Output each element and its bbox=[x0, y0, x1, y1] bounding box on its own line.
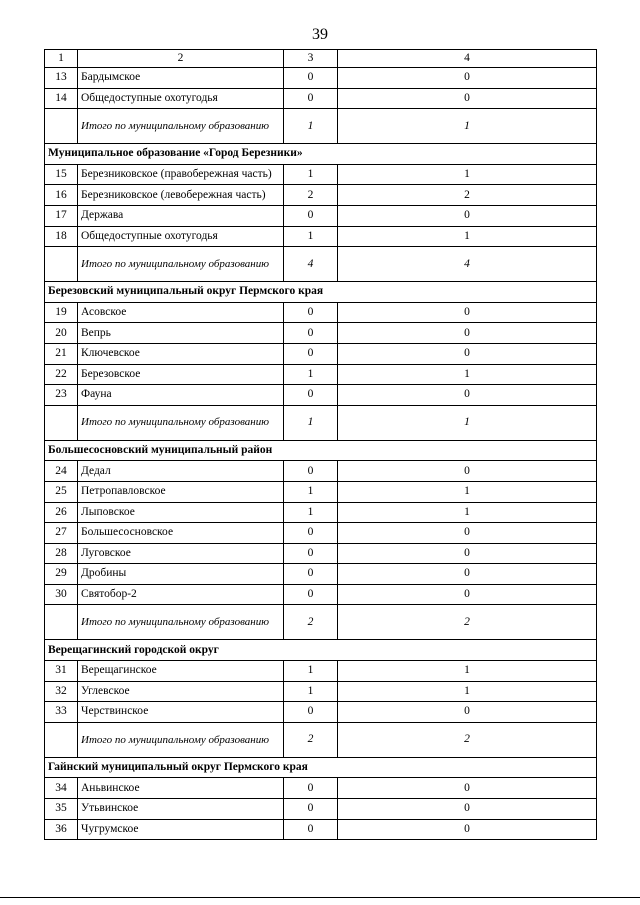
table-row bbox=[45, 543, 597, 564]
row-value-col4: 0 bbox=[338, 819, 597, 840]
row-value-col3: 1 bbox=[284, 661, 338, 682]
row-name: Углевское bbox=[78, 681, 284, 702]
bottom-rule bbox=[0, 897, 640, 898]
row-number: 24 bbox=[45, 461, 78, 482]
row-number: 17 bbox=[45, 205, 78, 226]
row-value-col4: 0 bbox=[338, 68, 597, 89]
row-number: 23 bbox=[45, 385, 78, 406]
row-name: Фауна bbox=[78, 385, 284, 406]
row-number: 34 bbox=[45, 778, 78, 799]
header-col-3: 3 bbox=[284, 50, 338, 68]
row-value-col3: 1 bbox=[284, 681, 338, 702]
row-number: 28 bbox=[45, 543, 78, 564]
row-value-col4: 1 bbox=[338, 661, 597, 682]
row-number: 25 bbox=[45, 481, 78, 502]
total-row bbox=[45, 405, 597, 440]
row-value-col3: 1 bbox=[284, 364, 338, 385]
row-name: Бардымское bbox=[78, 68, 284, 89]
row-name: Березовское bbox=[78, 364, 284, 385]
row-name: Дробины bbox=[78, 564, 284, 585]
table-row bbox=[45, 481, 597, 502]
table-row bbox=[45, 343, 597, 364]
table-row bbox=[45, 502, 597, 523]
total-row bbox=[45, 605, 597, 640]
total-empty-cell bbox=[45, 109, 78, 144]
row-name: Чугрумское bbox=[78, 819, 284, 840]
row-value-col3: 2 bbox=[284, 185, 338, 206]
row-number: 18 bbox=[45, 226, 78, 247]
row-name: Черствинское bbox=[78, 702, 284, 723]
table-row bbox=[45, 461, 597, 482]
row-name: Держава bbox=[78, 205, 284, 226]
row-value-col3: 0 bbox=[284, 205, 338, 226]
table-row bbox=[45, 205, 597, 226]
row-value-col4: 1 bbox=[338, 502, 597, 523]
row-value-col4: 1 bbox=[338, 364, 597, 385]
row-value-col4: 0 bbox=[338, 385, 597, 406]
row-number: 20 bbox=[45, 323, 78, 344]
row-value-col3: 0 bbox=[284, 799, 338, 820]
row-number: 30 bbox=[45, 584, 78, 605]
row-value-col4: 0 bbox=[338, 205, 597, 226]
row-value-col4: 0 bbox=[338, 88, 597, 109]
row-number: 16 bbox=[45, 185, 78, 206]
table-row bbox=[45, 88, 597, 109]
row-number: 19 bbox=[45, 302, 78, 323]
table-row bbox=[45, 226, 597, 247]
row-number: 15 bbox=[45, 164, 78, 185]
row-name: Дедал bbox=[78, 461, 284, 482]
section-title: Гайнский муниципальный округ Пермского края bbox=[45, 757, 597, 778]
row-value-col3: 0 bbox=[284, 584, 338, 605]
row-name: Ключевское bbox=[78, 343, 284, 364]
section-header-row bbox=[45, 282, 597, 303]
row-value-col3: 0 bbox=[284, 88, 338, 109]
row-name: Верещагинское bbox=[78, 661, 284, 682]
row-value-col4: 0 bbox=[338, 523, 597, 544]
row-value-col3: 0 bbox=[284, 523, 338, 544]
total-value-col4: 4 bbox=[338, 247, 597, 282]
total-empty-cell bbox=[45, 247, 78, 282]
row-number: 32 bbox=[45, 681, 78, 702]
row-value-col3: 0 bbox=[284, 343, 338, 364]
row-value-col4: 1 bbox=[338, 681, 597, 702]
row-name: Петропавловское bbox=[78, 481, 284, 502]
row-name: Асовское bbox=[78, 302, 284, 323]
table-body bbox=[45, 50, 597, 840]
table-row bbox=[45, 564, 597, 585]
row-number: 13 bbox=[45, 68, 78, 89]
row-value-col3: 0 bbox=[284, 323, 338, 344]
row-value-col4: 2 bbox=[338, 185, 597, 206]
row-value-col4: 0 bbox=[338, 584, 597, 605]
page-number: 39 bbox=[312, 26, 328, 43]
row-number: 29 bbox=[45, 564, 78, 585]
row-number: 33 bbox=[45, 702, 78, 723]
total-value-col4: 1 bbox=[338, 109, 597, 144]
table-row bbox=[45, 819, 597, 840]
section-header-row bbox=[45, 640, 597, 661]
data-table bbox=[44, 49, 597, 840]
row-value-col3: 0 bbox=[284, 702, 338, 723]
row-name: Святобор-2 bbox=[78, 584, 284, 605]
section-title: Большесосновский муниципальный район bbox=[45, 440, 597, 461]
row-value-col3: 1 bbox=[284, 502, 338, 523]
row-number: 26 bbox=[45, 502, 78, 523]
section-header-row bbox=[45, 757, 597, 778]
row-number: 31 bbox=[45, 661, 78, 682]
table-row bbox=[45, 164, 597, 185]
row-value-col3: 1 bbox=[284, 226, 338, 247]
total-empty-cell bbox=[45, 605, 78, 640]
row-name: Луговское bbox=[78, 543, 284, 564]
row-value-col4: 0 bbox=[338, 302, 597, 323]
row-value-col4: 0 bbox=[338, 564, 597, 585]
table-row bbox=[45, 523, 597, 544]
row-value-col4: 0 bbox=[338, 461, 597, 482]
row-number: 14 bbox=[45, 88, 78, 109]
row-value-col4: 1 bbox=[338, 226, 597, 247]
total-value-col3: 2 bbox=[284, 722, 338, 757]
total-label: Итого по муниципальному образованию bbox=[78, 722, 284, 757]
row-number: 35 bbox=[45, 799, 78, 820]
row-value-col3: 0 bbox=[284, 819, 338, 840]
row-value-col3: 1 bbox=[284, 481, 338, 502]
total-value-col4: 2 bbox=[338, 722, 597, 757]
total-label: Итого по муниципальному образованию bbox=[78, 405, 284, 440]
row-name: Общедоступные охотугодья bbox=[78, 226, 284, 247]
row-name: Утьвинское bbox=[78, 799, 284, 820]
row-value-col4: 0 bbox=[338, 323, 597, 344]
row-value-col4: 0 bbox=[338, 799, 597, 820]
total-label: Итого по муниципальному образованию bbox=[78, 109, 284, 144]
row-name: Большесосновское bbox=[78, 523, 284, 544]
row-number: 27 bbox=[45, 523, 78, 544]
section-title: Верещагинский городской округ bbox=[45, 640, 597, 661]
total-row bbox=[45, 722, 597, 757]
row-number: 22 bbox=[45, 364, 78, 385]
row-name: Березниковское (левобережная часть) bbox=[78, 185, 284, 206]
total-empty-cell bbox=[45, 722, 78, 757]
row-name: Вепрь bbox=[78, 323, 284, 344]
section-title: Муниципальное образование «Город Березники» bbox=[45, 144, 597, 165]
total-value-col3: 2 bbox=[284, 605, 338, 640]
row-value-col3: 0 bbox=[284, 68, 338, 89]
row-number: 36 bbox=[45, 819, 78, 840]
total-empty-cell bbox=[45, 405, 78, 440]
section-title: Березовский муниципальный округ Пермского края bbox=[45, 282, 597, 303]
total-row bbox=[45, 109, 597, 144]
row-value-col4: 1 bbox=[338, 481, 597, 502]
row-value-col4: 0 bbox=[338, 702, 597, 723]
total-label: Итого по муниципальному образованию bbox=[78, 247, 284, 282]
header-col-4: 4 bbox=[338, 50, 597, 68]
table-header-row bbox=[45, 50, 597, 68]
row-value-col3: 0 bbox=[284, 778, 338, 799]
table-row bbox=[45, 799, 597, 820]
row-value-col3: 0 bbox=[284, 385, 338, 406]
header-col-1: 1 bbox=[45, 50, 78, 68]
total-value-col4: 2 bbox=[338, 605, 597, 640]
row-name: Общедоступные охотугодья bbox=[78, 88, 284, 109]
total-value-col3: 1 bbox=[284, 405, 338, 440]
row-value-col4: 0 bbox=[338, 778, 597, 799]
row-value-col3: 1 bbox=[284, 164, 338, 185]
total-label: Итого по муниципальному образованию bbox=[78, 605, 284, 640]
table-row bbox=[45, 364, 597, 385]
row-name: Аньвинское bbox=[78, 778, 284, 799]
table-row bbox=[45, 778, 597, 799]
row-value-col4: 0 bbox=[338, 343, 597, 364]
section-header-row bbox=[45, 440, 597, 461]
row-value-col4: 1 bbox=[338, 164, 597, 185]
total-value-col4: 1 bbox=[338, 405, 597, 440]
row-value-col4: 0 bbox=[338, 543, 597, 564]
table-row bbox=[45, 68, 597, 89]
row-name: Лыповское bbox=[78, 502, 284, 523]
row-value-col3: 0 bbox=[284, 461, 338, 482]
table-row bbox=[45, 584, 597, 605]
total-value-col3: 1 bbox=[284, 109, 338, 144]
row-value-col3: 0 bbox=[284, 302, 338, 323]
table-row bbox=[45, 681, 597, 702]
table-row bbox=[45, 185, 597, 206]
table-row bbox=[45, 702, 597, 723]
total-value-col3: 4 bbox=[284, 247, 338, 282]
table-row bbox=[45, 302, 597, 323]
table-row bbox=[45, 385, 597, 406]
row-number: 21 bbox=[45, 343, 78, 364]
section-header-row bbox=[45, 144, 597, 165]
row-name: Березниковское (правобережная часть) bbox=[78, 164, 284, 185]
table-row bbox=[45, 661, 597, 682]
header-col-2: 2 bbox=[78, 50, 284, 68]
total-row bbox=[45, 247, 597, 282]
row-value-col3: 0 bbox=[284, 543, 338, 564]
table-row bbox=[45, 323, 597, 344]
row-value-col3: 0 bbox=[284, 564, 338, 585]
